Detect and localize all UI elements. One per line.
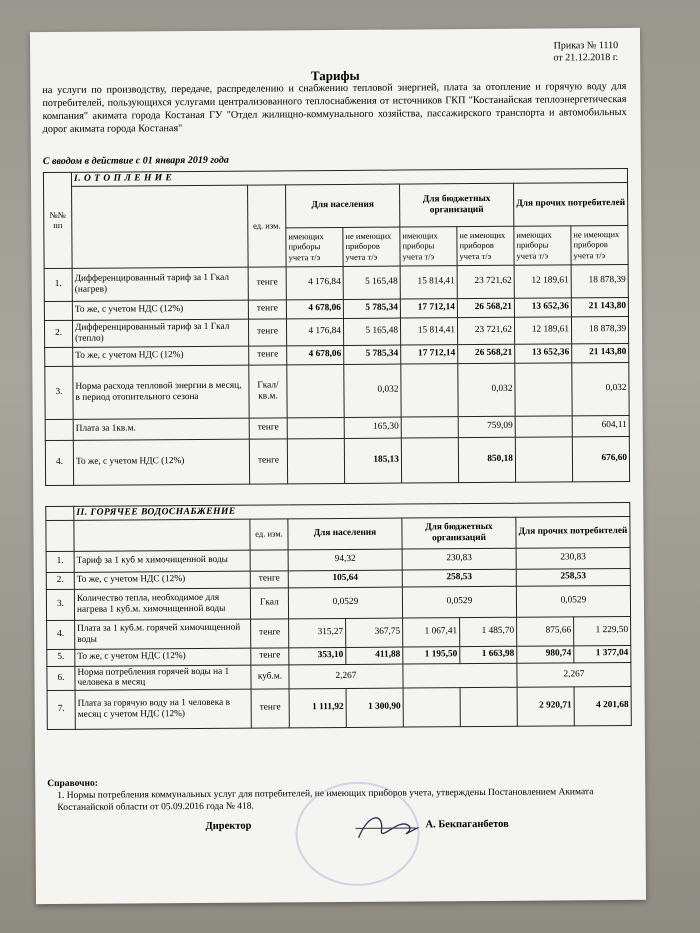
- value-cell: 230,83: [402, 548, 516, 570]
- value-cell: 0,0529: [516, 585, 630, 617]
- document-title: Тарифы: [310, 67, 360, 84]
- value-cell: 980,74: [517, 645, 574, 662]
- row-number: 5.: [47, 649, 75, 666]
- value-cell: [401, 363, 458, 416]
- value-cell: 604,11: [572, 415, 629, 436]
- heat-sub-without: не имеющих приборов учета т/э: [571, 225, 628, 264]
- value-cell: 18 878,39: [571, 264, 628, 297]
- value-cell: 0,032: [572, 362, 629, 415]
- value-cell: 15 814,41: [400, 317, 457, 344]
- value-cell: 315,27: [289, 618, 346, 647]
- row-description: Количество тепла, необходимое для нагрева 1 куб.м. химочищенной воды: [74, 588, 250, 620]
- director-label: Директор: [205, 820, 252, 832]
- value-cell: 13 652,36: [514, 297, 571, 316]
- value-cell: 258,53: [516, 568, 630, 586]
- effective-date: С вводом в действие с 01 января 2019 года: [42, 154, 229, 168]
- row-unit: куб.м.: [251, 664, 289, 688]
- value-cell: 21 143,80: [572, 343, 629, 362]
- value-cell: 5 785,34: [344, 345, 401, 364]
- water-section-title: II. ГОРЯЧЕЕ ВОДОСНАБЖЕНИЕ: [74, 502, 630, 519]
- row-number: 1.: [46, 551, 74, 572]
- value-cell: 1 229,50: [574, 616, 631, 645]
- row-number: 4.: [47, 620, 75, 649]
- value-cell: 23 721,62: [457, 317, 514, 344]
- value-cell: 2 920,71: [517, 686, 574, 725]
- row-unit: тенге: [249, 417, 287, 438]
- heat-sub-with: имеющих приборы учета т/э: [400, 226, 457, 265]
- value-cell: 165,30: [344, 417, 401, 438]
- order-number: Приказ № 1110: [553, 40, 619, 52]
- row-number: 3.: [45, 366, 73, 419]
- value-cell: 1 195,50: [403, 646, 460, 663]
- value-cell: 15 814,41: [400, 265, 457, 298]
- heat-unit-header: ед. изм.: [248, 184, 287, 266]
- value-cell: 1 300,90: [346, 688, 403, 727]
- value-cell: 94,32: [288, 549, 402, 571]
- row-unit: тенге: [251, 618, 289, 647]
- value-cell: 185,13: [344, 438, 401, 483]
- value-cell: [515, 415, 572, 436]
- note-title: Справочно:: [47, 778, 98, 790]
- document-sheet: [30, 28, 646, 904]
- director-name: А. Бекпаганбетов: [425, 818, 509, 831]
- table-row: [47, 616, 631, 649]
- row-unit: [250, 549, 288, 570]
- hot-water-tariff-table: [45, 502, 632, 730]
- row-number: 7.: [47, 690, 75, 729]
- value-cell: 1 067,41: [403, 617, 460, 646]
- value-cell: [403, 687, 460, 726]
- row-description: Плата за 1кв.м.: [73, 418, 249, 440]
- value-cell: 2,267: [289, 664, 403, 689]
- note-text: 1. Нормы потребления коммунальных услуг для потребителей, не имеющих приборов учета, утверждены Постановлением Акимата Костанайской области от 05.09.2016 года № 418.: [57, 787, 594, 813]
- value-cell: [401, 416, 458, 437]
- heat-sub-with: имеющих приборы учета т/э: [514, 225, 571, 264]
- value-cell: 0,0529: [288, 587, 402, 619]
- value-cell: [403, 663, 517, 688]
- heat-group-population: Для населения: [286, 184, 400, 228]
- row-unit: тенге: [248, 266, 286, 299]
- value-cell: 1 377,04: [574, 645, 631, 662]
- heat-section-title: I. О Т О П Л Е Н И Е: [71, 168, 627, 185]
- table-row: [45, 436, 629, 485]
- heat-group-other: Для прочих потребителей: [514, 182, 628, 226]
- table-row: [44, 264, 628, 301]
- order-date: от 21.12.2018 г.: [553, 52, 619, 64]
- value-cell: [287, 417, 344, 438]
- table-row: [44, 316, 628, 347]
- value-cell: 4 201,68: [574, 686, 631, 725]
- table-row: [47, 686, 631, 729]
- value-cell: 4 176,84: [286, 318, 343, 345]
- row-unit: тенге: [249, 345, 287, 364]
- table-row: [45, 362, 629, 419]
- document-intro: на услуги по производству, передаче, распределению и снабжению тепловой энергией, плата за отопление и горячую воду для потребителей, пользующихся услугами централизованного теплоснабжения от источников ГКП "Костанайская теплоэнергетическая компания" акимата города Костаная ГУ "Отдел жилищно-коммунального хозяйства, пассажирского транспорта и автомобильных дорог акимата города Костаная": [42, 80, 627, 136]
- value-cell: 105,64: [288, 570, 402, 588]
- signature-mark: [353, 807, 423, 847]
- row-number: 2.: [46, 572, 74, 589]
- value-cell: 1 663,98: [460, 646, 517, 663]
- value-cell: 17 712,14: [401, 344, 458, 363]
- value-cell: 0,032: [458, 363, 515, 416]
- water-group-budget: Для бюджетных организаций: [402, 517, 516, 549]
- row-number: [44, 301, 72, 320]
- value-cell: 676,60: [572, 436, 629, 481]
- value-cell: 4 176,84: [286, 266, 343, 299]
- value-cell: 26 568,21: [458, 344, 515, 363]
- value-cell: [460, 687, 517, 726]
- value-cell: 5 785,34: [343, 299, 400, 318]
- value-cell: 0,0529: [402, 586, 516, 618]
- row-description: Норма потребления горячей воды на 1 человека в месяц: [75, 665, 251, 690]
- row-unit: тенге: [248, 299, 286, 318]
- value-cell: 875,66: [517, 616, 574, 645]
- row-number: 6.: [47, 666, 75, 690]
- value-cell: 5 165,48: [343, 318, 400, 345]
- value-cell: 367,75: [346, 618, 403, 647]
- value-cell: 17 712,14: [400, 298, 457, 317]
- value-cell: 759,09: [458, 416, 515, 437]
- row-description: То же, с учетом НДС (12%): [74, 571, 250, 589]
- water-num-blank: [46, 506, 74, 520]
- value-cell: [287, 438, 344, 483]
- row-description: Дифференцированный тариф за 1 Гкал (нагрев): [72, 267, 248, 301]
- row-number: [45, 419, 73, 440]
- row-description: То же, с учетом НДС (12%): [73, 346, 249, 366]
- heat-sub-with: имеющих приборы учета т/э: [286, 227, 343, 266]
- heat-sub-without: не имеющих приборов учета т/э: [343, 227, 400, 266]
- row-unit: тенге: [249, 438, 287, 483]
- row-description: То же, с учетом НДС (12%): [73, 439, 249, 485]
- value-cell: 13 652,36: [515, 343, 572, 362]
- water-num-header: [46, 520, 74, 551]
- row-unit: тенге: [248, 318, 286, 345]
- row-unit: Гкал: [250, 587, 288, 618]
- value-cell: [287, 364, 344, 417]
- row-unit: тенге: [251, 647, 289, 664]
- value-cell: 1 111,92: [289, 688, 346, 727]
- value-cell: 12 189,61: [514, 264, 571, 297]
- row-unit: тенге: [250, 570, 288, 587]
- water-group-population: Для населения: [288, 518, 402, 550]
- heat-sub-without: не имеющих приборов учета т/э: [457, 226, 514, 265]
- heat-num-header: №№ пп: [43, 172, 72, 268]
- value-cell: 1 485,70: [460, 617, 517, 646]
- value-cell: 23 721,62: [457, 265, 514, 298]
- value-cell: 411,88: [346, 647, 403, 664]
- value-cell: [515, 436, 572, 481]
- row-description: То же, с учетом НДС (12%): [72, 300, 248, 320]
- value-cell: 258,53: [402, 569, 516, 587]
- row-unit: Гкал/кв.м.: [249, 364, 287, 417]
- row-number: 2.: [44, 320, 72, 347]
- value-cell: [515, 362, 572, 415]
- row-description: То же, с учетом НДС (12%): [75, 648, 251, 666]
- row-description: Плата за 1 куб.м. горячей химочищенной воды: [75, 619, 251, 649]
- water-group-other: Для прочих потребителей: [516, 516, 630, 548]
- row-number: 1.: [44, 268, 72, 301]
- value-cell: 26 568,21: [457, 298, 514, 317]
- row-number: [45, 347, 73, 366]
- water-unit-header: ед. изм.: [250, 518, 288, 549]
- heat-desc-header: [72, 185, 249, 268]
- row-number: 4.: [45, 440, 73, 485]
- value-cell: 4 678,06: [287, 345, 344, 364]
- row-unit: тенге: [251, 688, 289, 727]
- value-cell: 2,267: [517, 662, 631, 687]
- value-cell: 18 878,39: [571, 316, 628, 343]
- value-cell: 0,032: [344, 364, 401, 417]
- value-cell: 4 678,06: [286, 299, 343, 318]
- value-cell: 12 189,61: [514, 316, 571, 343]
- value-cell: 230,83: [516, 547, 630, 569]
- heat-group-budget: Для бюджетных организаций: [400, 183, 514, 227]
- row-description: Тариф за 1 куб м химочищенной воды: [74, 550, 250, 572]
- order-reference: [553, 40, 618, 64]
- row-description: Норма расхода тепловой энергии в месяц, в период отопительного сезона: [73, 365, 249, 419]
- heating-tariff-table: [43, 168, 630, 486]
- value-cell: 353,10: [289, 647, 346, 664]
- value-cell: [401, 437, 458, 482]
- water-desc-header: [74, 519, 250, 551]
- row-description: Плата за горячую воду на 1 человека в месяц с учетом НДС (12%): [75, 689, 251, 729]
- value-cell: 850,18: [458, 437, 515, 482]
- row-description: Дифференцированный тариф за 1 Гкал (тепло): [72, 319, 248, 347]
- value-cell: 21 143,80: [571, 297, 628, 316]
- value-cell: 5 165,48: [343, 266, 400, 299]
- table-row: [46, 585, 630, 620]
- row-number: 3.: [46, 589, 74, 620]
